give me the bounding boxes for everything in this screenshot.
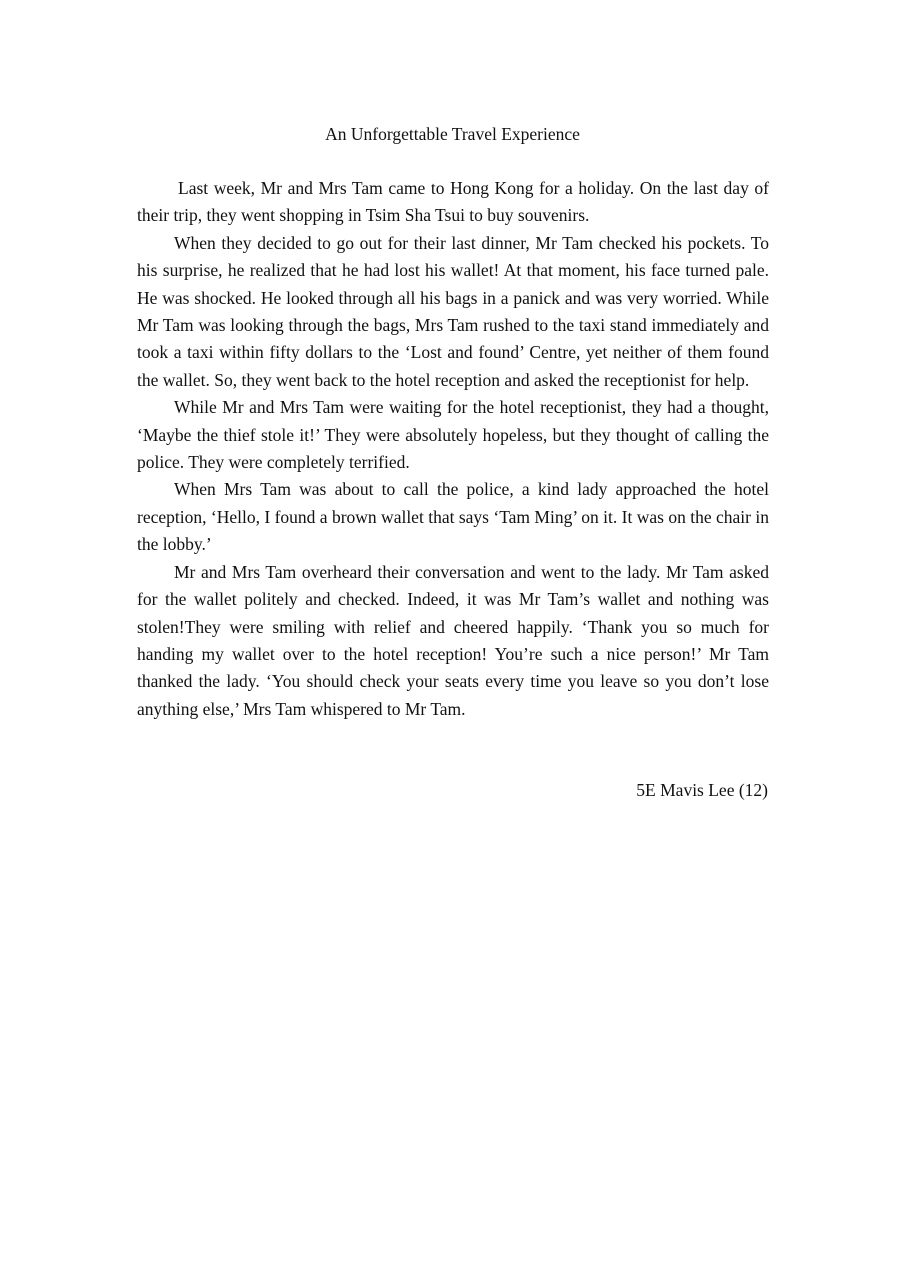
paragraph-4: When Mrs Tam was about to call the police, a kind lady approached the hotel reception, ‘Hello, I found a brown wallet that says ‘Tam Ming’ on it. It was on the chair in the lobby.’ — [137, 479, 769, 555]
paragraph-3: While Mr and Mrs Tam were waiting for the hotel receptionist, they had a thought, ‘Maybe the thief stole it!’ They were absolutely hopeless, but they thought of calling the police. They were completely terrified. — [137, 397, 769, 473]
paragraph-5: Mr and Mrs Tam overheard their conversation and went to the lady. Mr Tam asked for the wallet politely and checked. Indeed, it was Mr Tam’s wallet and nothing was stolen!They were smiling with relief and cheered happily. ‘Thank you so much for handing my wallet over to the hotel reception! You’re such a nice person!’ Mr Tam thanked the lady. ‘You should check your seats every time you leave so you don’t lose anything else,’ Mrs Tam whispered to Mr Tam. — [137, 561, 769, 719]
author-signature: 5E Mavis Lee (12) — [636, 780, 768, 800]
essay-body — [137, 175, 769, 723]
paragraph-1: Last week, Mr and Mrs Tam came to Hong Kong for a holiday. On the last day of their trip, they went shopping in Tsim Sha Tsui to buy souvenirs. — [137, 178, 769, 226]
paragraph-2: When they decided to go out for their last dinner, Mr Tam checked his pockets. To his surprise, he realized that he had lost his wallet! At that moment, his face turned pale. He was shocked. He looked through all his bags in a panick and was very worried. While Mr Tam was looking through the bags, Mrs Tam rushed to the taxi stand immediately and took a taxi within fifty dollars to the ‘Lost and found’ Centre, yet neither of them found the wallet. So, they went back to the hotel reception and asked the receptionist for help. — [137, 232, 769, 390]
page-title: An Unforgettable Travel Experience — [325, 124, 580, 144]
